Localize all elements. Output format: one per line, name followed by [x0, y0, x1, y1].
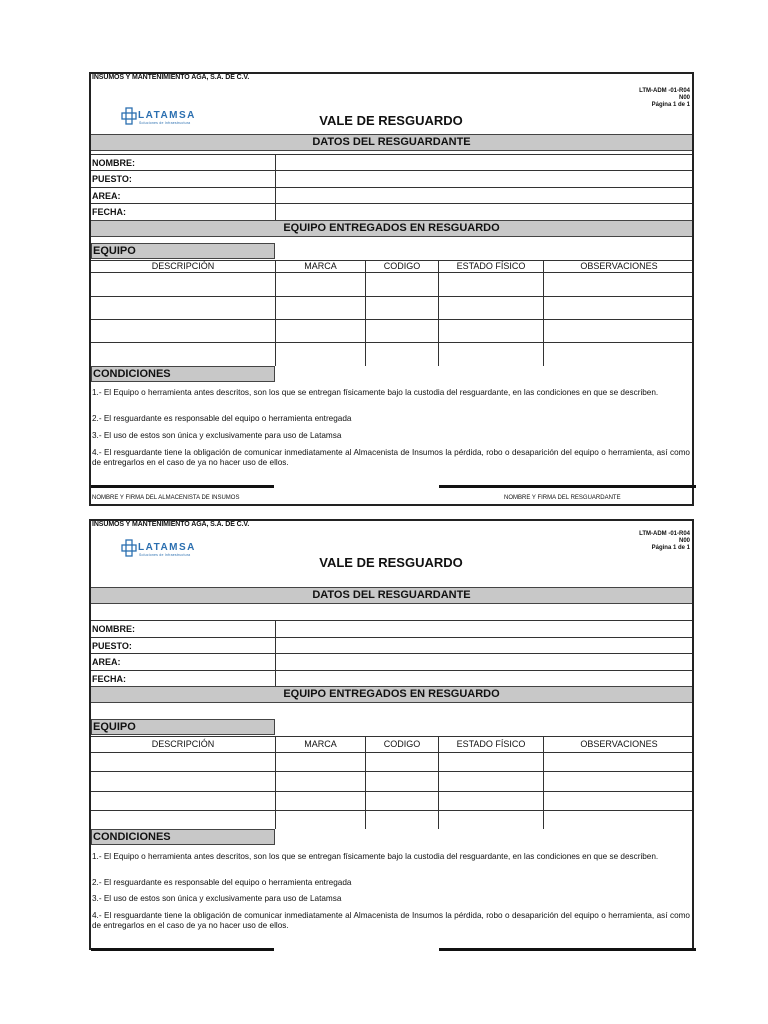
- logo-name: LATAMSA: [138, 110, 196, 121]
- equipo-label: EQUIPO: [91, 719, 275, 735]
- puesto-field[interactable]: [276, 638, 692, 653]
- signature-line-almacenista: [91, 485, 274, 488]
- equipo-row-1[interactable]: [91, 273, 692, 296]
- fecha-field[interactable]: [276, 204, 692, 219]
- code-line: LTM-ADM -01-R04: [639, 88, 690, 94]
- logo-mark-icon: [121, 107, 137, 125]
- col-marca: MARCA: [304, 739, 337, 749]
- condition-4: 4.- El resguardante tiene la obligación de comunicar inmediatamente al Almacenista de Insumos la pérdida, robo o desaparición del equipo o herramienta, así como de entregarlos en el caso de ya no hacer uso de ellos.: [92, 911, 690, 930]
- section-equipo-header: EQUIPO ENTREGADOS EN RESGUARDO: [91, 220, 692, 237]
- puesto-field[interactable]: [276, 171, 692, 186]
- area-field[interactable]: [276, 654, 692, 669]
- company-name: INSUMOS Y MANTENIMIENTO AGA, S.A. DE C.V.: [92, 521, 250, 528]
- signature-label-resguardante: NOMBRE Y FIRMA DEL RESGUARDANTE: [504, 495, 621, 501]
- form-title: VALE DE RESGUARDO: [319, 113, 463, 128]
- page-line: Página 1 de 1: [651, 102, 690, 108]
- equipo-row-3[interactable]: [91, 320, 692, 342]
- condiciones-label: CONDICIONES: [91, 829, 275, 845]
- document-code: [639, 88, 690, 109]
- section-resguardante-header: DATOS DEL RESGUARDANTE: [91, 134, 692, 151]
- label-area: AREA:: [92, 657, 121, 667]
- equipo-row-4[interactable]: [91, 343, 692, 365]
- form-title: VALE DE RESGUARDO: [319, 555, 463, 570]
- signature-line-resguardante: [439, 485, 696, 488]
- equipo-label: EQUIPO: [91, 243, 275, 259]
- page-line: Página 1 de 1: [651, 545, 690, 551]
- label-nombre: NOMBRE:: [92, 158, 135, 168]
- document-code: [639, 531, 690, 552]
- col-observaciones: OBSERVACIONES: [580, 261, 658, 271]
- revision-line: N00: [678, 538, 690, 544]
- label-fecha: FECHA:: [92, 674, 126, 684]
- condition-2: 2.- El resguardante es responsable del equipo o herramienta entregada: [92, 878, 352, 887]
- col-codigo: CODIGO: [383, 261, 421, 271]
- col-estado-fisico: ESTADO FÍSICO: [456, 261, 526, 271]
- signature-label-almacenista: NOMBRE Y FIRMA DEL ALMACENISTA DE INSUMOS: [92, 495, 240, 501]
- company-name: INSUMOS Y MANTENIMIENTO AGA, S.A. DE C.V.: [92, 74, 250, 81]
- label-puesto: PUESTO:: [92, 174, 132, 184]
- logo-mark-icon: [121, 539, 137, 557]
- equipo-row-2[interactable]: [91, 772, 692, 791]
- col-observaciones: OBSERVACIONES: [580, 739, 658, 749]
- col-estado-fisico: ESTADO FÍSICO: [456, 739, 526, 749]
- label-nombre: NOMBRE:: [92, 624, 135, 634]
- area-field[interactable]: [276, 188, 692, 203]
- nombre-field[interactable]: [276, 155, 692, 170]
- logo-tagline: Soluciones de Infraestructura: [139, 553, 191, 557]
- code-line: LTM-ADM -01-R04: [639, 531, 690, 537]
- signature-line-resguardante: [439, 948, 696, 951]
- equipo-row-1[interactable]: [91, 753, 692, 771]
- logo-name: LATAMSA: [138, 542, 196, 553]
- condition-1: 1.- El Equipo o herramienta antes descritos, son los que se entregan físicamente bajo la custodia del resguardante, en las condiciones en que se describen.: [92, 388, 659, 397]
- resguardo-form-2: [89, 519, 694, 950]
- condition-3: 3.- El uso de estos son única y exclusivamente para uso de Latamsa: [92, 894, 342, 903]
- latamsa-logo: [121, 107, 196, 129]
- section-resguardante-header: DATOS DEL RESGUARDANTE: [91, 587, 692, 604]
- col-descripcion: DESCRIPCIÓN: [151, 261, 215, 271]
- equipo-row-4[interactable]: [91, 811, 692, 829]
- condition-1: 1.- El Equipo o herramienta antes descritos, son los que se entregan físicamente bajo la custodia del resguardante, en las condiciones en que se describen.: [92, 852, 659, 861]
- condition-2: 2.- El resguardante es responsable del equipo o herramienta entregada: [92, 414, 352, 423]
- nombre-field[interactable]: [276, 621, 692, 636]
- latamsa-logo: [121, 539, 196, 561]
- equipo-row-2[interactable]: [91, 297, 692, 319]
- condition-4: 4.- El resguardante tiene la obligación de comunicar inmediatamente al Almacenista de Insumos la pérdida, robo o desaparición del equipo o herramienta, así como de entregarlos en el caso de ya no hacer uso de ellos.: [92, 448, 690, 467]
- col-codigo: CODIGO: [383, 739, 421, 749]
- label-puesto: PUESTO:: [92, 641, 132, 651]
- resguardo-form-1: [89, 72, 694, 506]
- section-equipo-header: EQUIPO ENTREGADOS EN RESGUARDO: [91, 686, 692, 703]
- label-area: AREA:: [92, 191, 121, 201]
- condiciones-label: CONDICIONES: [91, 366, 275, 382]
- revision-line: N00: [678, 95, 690, 101]
- col-marca: MARCA: [304, 261, 337, 271]
- condition-3: 3.- El uso de estos son única y exclusivamente para uso de Latamsa: [92, 431, 342, 440]
- signature-line-almacenista: [91, 948, 274, 951]
- fecha-field[interactable]: [276, 671, 692, 686]
- equipo-row-3[interactable]: [91, 792, 692, 810]
- col-descripcion: DESCRIPCIÓN: [151, 739, 215, 749]
- logo-tagline: Soluciones de Infraestructura: [139, 121, 191, 125]
- label-fecha: FECHA:: [92, 207, 126, 217]
